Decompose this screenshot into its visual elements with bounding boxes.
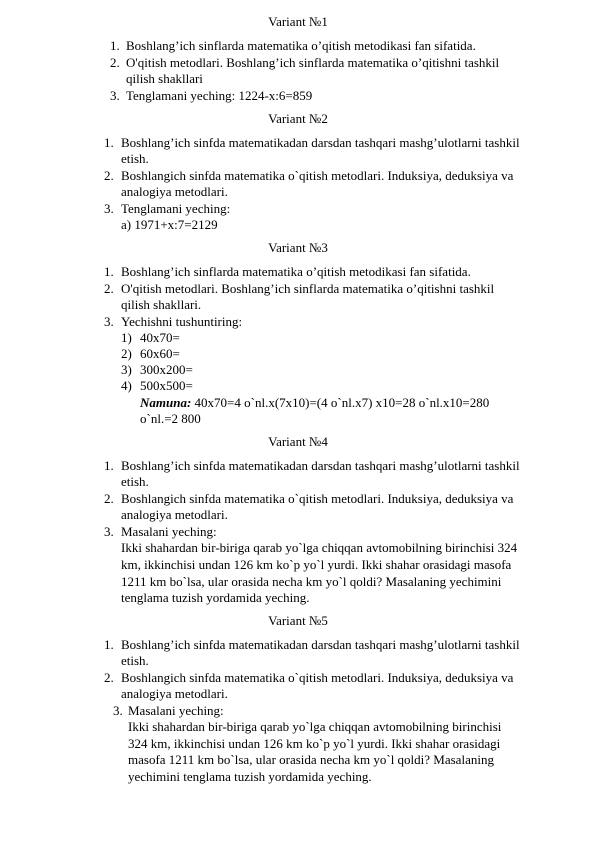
item-text: Yechishni tushuntiring: [121,314,243,329]
item-text: etish. [121,474,149,489]
item-text: a) 1971+x:7=2129 [121,217,218,232]
item-text: masofa 1211 km bo`lsa, ular orasida necha km yo`l qoldi? Masalaning [128,752,494,767]
item-text: Boshlang’ich sinfda matematikadan darsdan tashqari mashg’ulotlarni tashkil [121,637,520,652]
subitem-number: 1) [121,330,132,345]
item-number: 1. [110,38,120,53]
item-number: 3. [104,524,114,539]
item-text: Boshlang’ich sinfda matematikadan darsdan tashqari mashg’ulotlarni tashkil [121,458,520,473]
item-text: analogiya metodlari. [121,507,228,522]
item-text: yechimini tenglama tuzish yordamida yeching. [128,769,372,784]
item-text: km, ikkinchisi undan 126 km ko`p yo`l yurdi. Ikki shahar orasidagi masofa [121,557,512,572]
subitem-text: 60x60= [140,346,180,361]
item-text: Boshlang’ich sinflarda matematika o’qitish metodikasi fan sifatida. [126,38,476,53]
subitem-number: 4) [121,378,132,393]
item-text: qilish shakllari [126,71,203,86]
example-text: 40x70=4 o`nl.x(7x10)=(4 o`nl.x7) x10=28 o`nl.x10=280 [194,395,490,410]
example-label: Namuna: [140,395,192,410]
example-text: o`nl.=2 800 [140,411,201,426]
variant-2-title: Variant №2 [268,111,328,126]
item-number: 2. [104,670,114,685]
item-text: etish. [121,151,149,166]
item-number: 3. [110,88,120,103]
subitem-text: 300x200= [140,362,193,377]
item-text: 1211 km bo`lsa, ular orasida necha km yo`l qoldi? Masalaning yechimini [121,574,502,589]
item-text: analogiya metodlari. [121,184,228,199]
item-text: Masalani yeching: [121,524,217,539]
item-text: qilish shakllari. [121,297,202,312]
item-number: 1. [104,135,114,150]
item-number: 2. [110,55,120,70]
item-number: 1. [104,458,114,473]
item-text: 324 km, ikkinchisi undan 126 km ko`p yo`l yurdi. Ikki shahar orasidagi [128,736,501,751]
variant-4-title: Variant №4 [268,434,328,449]
item-text: O'qitish metodlari. Boshlang’ich sinflarda matematika o’qitishni tashkil [126,55,500,70]
variant-3-title: Variant №3 [268,240,328,255]
variant-5-title: Variant №5 [268,613,328,628]
item-number: 3. [113,703,123,718]
item-text: Boshlang’ich sinflarda matematika o’qitish metodikasi fan sifatida. [121,264,471,279]
item-number: 1. [104,264,114,279]
item-text: Boshlangich sinfda matematika o`qitish metodlari. Induksiya, deduksiya va [121,168,514,183]
item-text: etish. [121,653,149,668]
item-text: Tenglamani yeching: [121,201,231,216]
item-text: Tenglamani yeching: 1224-x:6=859 [126,88,313,103]
item-number: 1. [104,637,114,652]
subitem-text: 500x500= [140,378,193,393]
item-text: Boshlang’ich sinfda matematikadan darsdan tashqari mashg’ulotlarni tashkil [121,135,520,150]
example-line [140,395,489,411]
subitem-number: 3) [121,362,132,377]
item-text: Ikki shahardan bir-biriga qarab yo`lga chiqqan avtomobilning birinchisi [128,719,502,734]
item-text: O'qitish metodlari. Boshlang’ich sinflarda matematika o’qitishni tashkil [121,281,495,296]
item-number: 3. [104,314,114,329]
subitem-text: 40x70= [140,330,180,345]
item-number: 2. [104,491,114,506]
item-text: tenglama tuzish yordamida yeching. [121,590,310,605]
item-number: 2. [104,168,114,183]
item-text: analogiya metodlari. [121,686,228,701]
item-text: Boshlangich sinfda matematika o`qitish metodlari. Induksiya, deduksiya va [121,670,514,685]
item-text: Boshlangich sinfda matematika o`qitish metodlari. Induksiya, deduksiya va [121,491,514,506]
item-text: Ikki shahardan bir-biriga qarab yo`lga chiqqan avtomobilning birinchisi 324 [121,540,518,555]
item-number: 2. [104,281,114,296]
subitem-number: 2) [121,346,132,361]
item-number: 3. [104,201,114,216]
item-text: Masalani yeching: [128,703,224,718]
variant-1-title: Variant №1 [268,14,328,29]
